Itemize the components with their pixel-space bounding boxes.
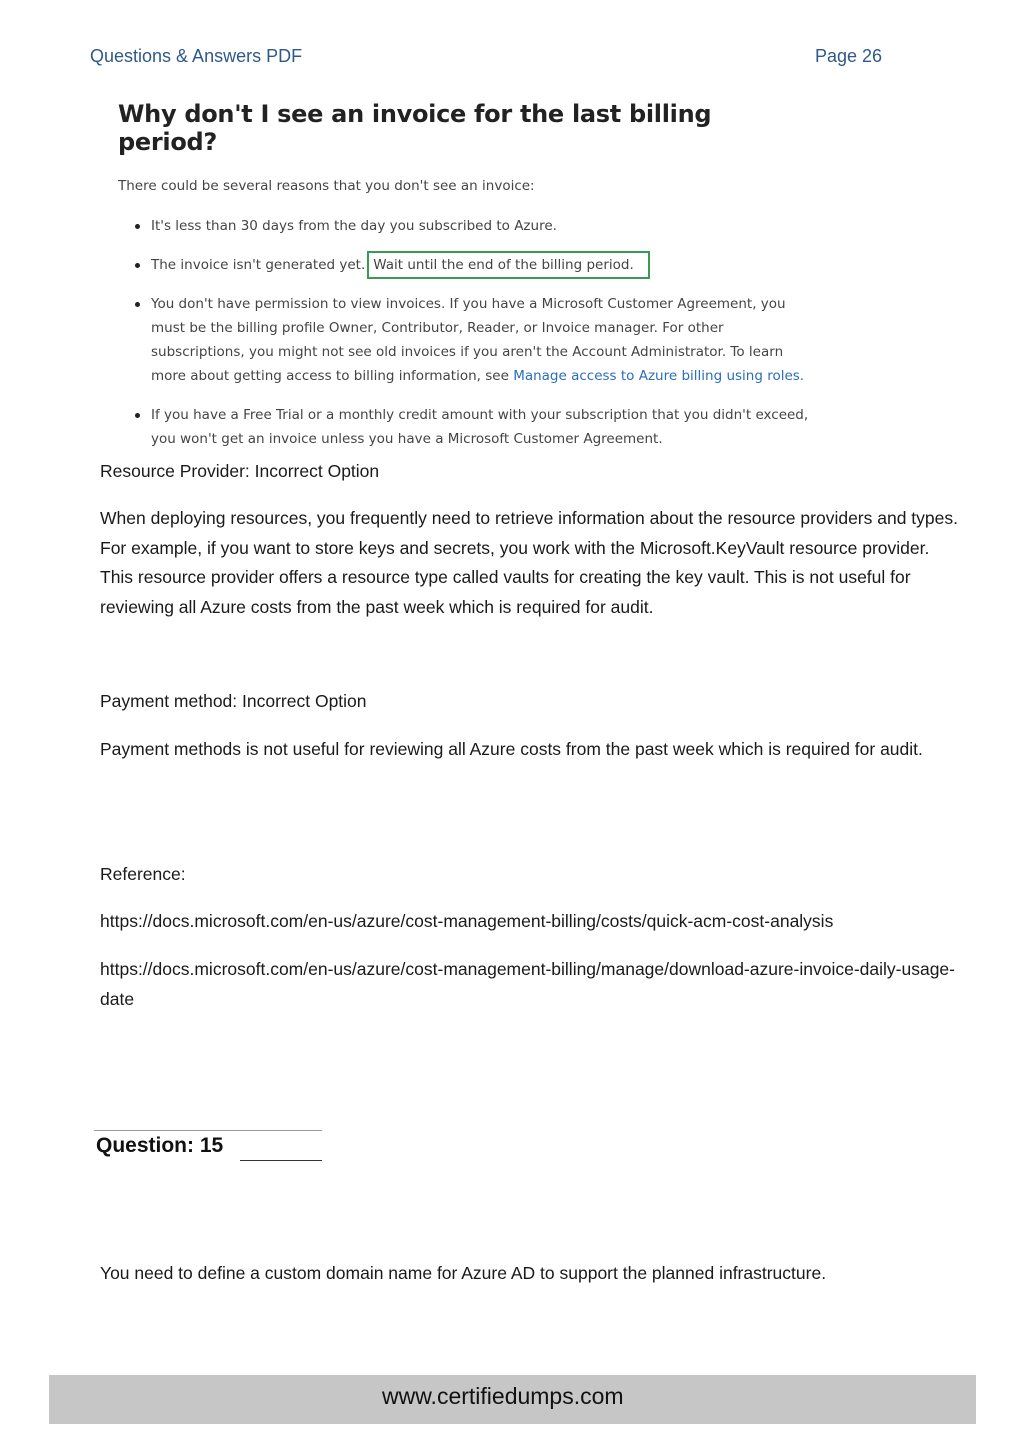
reasons-list <box>118 214 818 451</box>
list-item <box>118 292 818 388</box>
bullet-text: The invoice isn't generated yet. <box>151 257 366 273</box>
resource-provider-paragraph: When deploying resources, you frequently need to retrieve information about the resource providers and types. For example, if you want to store keys and secrets, you work with the Microsoft.KeyVault resource provider. This resource provider offers a resource type called vaults for creating the key vault. This is not useful for reviewing all Azure costs from the past week which is required for audit. <box>100 508 958 617</box>
divider <box>240 1160 322 1161</box>
payment-method-heading: Payment method: Incorrect Option <box>100 691 367 711</box>
divider <box>94 1130 322 1131</box>
resource-provider-heading: Resource Provider: Incorrect Option <box>100 461 380 481</box>
bullet-text: If you have a Free Trial or a monthly credit amount with your subscription that you didn't exceed, you won't get an invoice unless you have a Microsoft Customer Agreement. <box>151 407 809 447</box>
bullet-text: It's less than 30 days from the day you subscribed to Azure. <box>151 218 557 234</box>
bullet-icon <box>135 413 140 418</box>
reference-label: Reference: <box>100 864 186 884</box>
question-label: Question: 15 <box>96 1134 224 1157</box>
bullet-icon <box>135 224 140 229</box>
screenshot-intro: There could be several reasons that you don't see an invoice: <box>118 178 535 194</box>
payment-method-paragraph: Payment methods is not useful for reviewing all Azure costs from the past week which is required for audit. <box>100 739 923 759</box>
manage-access-link[interactable]: Manage access to Azure billing using roles. <box>513 368 805 384</box>
bullet-icon <box>135 263 140 268</box>
footer-url[interactable]: www.certifiedumps.com <box>382 1383 624 1409</box>
header-title: Questions & Answers PDF <box>90 46 303 66</box>
bullet-icon <box>135 302 140 307</box>
screenshot-title: Why don't I see an invoice for the last billing period? <box>118 100 712 156</box>
list-item <box>118 403 818 451</box>
question-text: You need to define a custom domain name for Azure AD to support the planned infrastructure. <box>100 1263 827 1283</box>
list-item <box>118 253 818 277</box>
reference-link-1[interactable]: https://docs.microsoft.com/en-us/azure/cost-management-billing/costs/quick-acm-cost-analysis <box>100 911 834 931</box>
bullet-text: You don't have permission to view invoices. If you have a Microsoft Customer Agreement, you must be the billing profile Owner, Contributor, Reader, or Invoice manager. For other subscriptions, you might not see old invoices if you aren't the Account Administrator. To learn more about getting access to billing information, see <box>151 296 786 384</box>
page-number: Page 26 <box>815 46 883 66</box>
list-item <box>118 214 818 238</box>
embedded-screenshot <box>118 100 818 466</box>
highlighted-text: Wait until the end of the billing period. <box>367 251 650 279</box>
reference-link-2[interactable]: https://docs.microsoft.com/en-us/azure/cost-management-billing/manage/download-azure-invoice-daily-usage-date <box>100 959 955 1009</box>
